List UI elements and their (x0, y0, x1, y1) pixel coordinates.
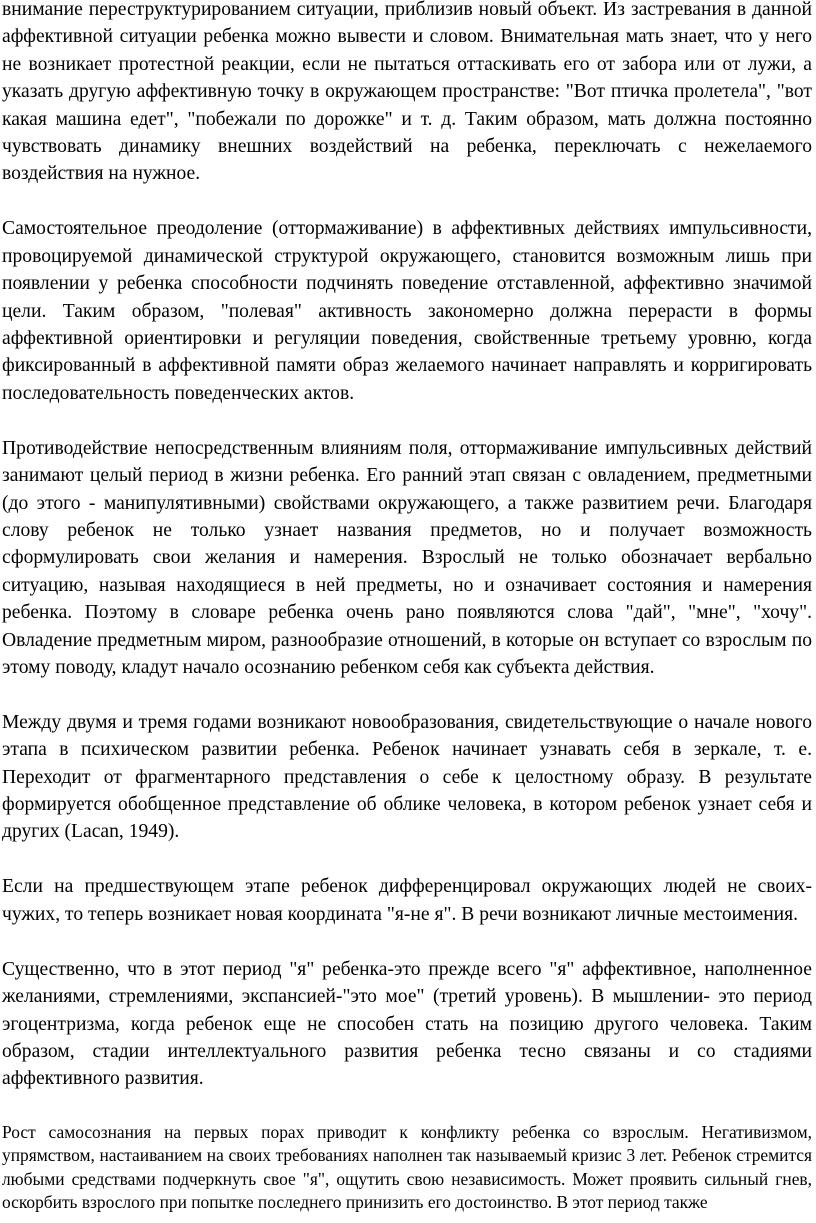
paragraph-7: Рост самосознания на первых порах приводит к конфликту ребенка со взрослым. Негативизмом, упрямством, настаиванием на своих требованиях наполнен так называемый кризис 3 лет. Ребенок стремится любыми средствами подчеркнуть свое "я", ощутить свою независимость. Может проявить сильный гнев, оскорбить взрослого при попытке последнего принизить его достоинство. В этот период также (2, 1121, 812, 1212)
paragraph-3: Противодействие непосредственным влияниям поля, оттормаживание импульсивных действий занимают целый период в жизни ребенка. Его ранний этап связан с овладением, предметными (до этого - манипулятивными) свойствами окружающего, а также развитием речи. Благодаря слову ребенок не только узнает названия предметов, но и получает возможность сформулировать свои желания и намерения. Взрослый не только обозначает вербально ситуацию, называя находящиеся в ней предметы, но и означивает состояния и намерения ребенка. Поэтому в словаре ребенка очень рано появляются слова "дай", "мне", "хочу". Овладение предметным миром, разнообразие отношений, в которые он вступает со взрослым по этому поводу, кладут начало осознанию ребенком себя как субъекта действия. (2, 437, 812, 678)
paragraph-5: Если на предшествующем этапе ребенок дифференцировал окружающих людей не своих-чужих, то теперь возникает новая координата "я-не я". В речи возникают личные местоимения. (2, 876, 812, 925)
paragraph-4: Между двумя и тремя годами возникают новообразования, свидетельствующие о начале нового этапа в психическом развитии ребенка. Ребенок начинает узнавать себя в зеркале, т. е. Переходит от фрагментарного представления о себе к целостному образу. В результате формируется обобщенное представление об облике человека, в котором ребенок узнает себя и других (Lacan, 1949). (2, 711, 812, 843)
paragraph-2: Самостоятельное преодоление (оттормаживание) в аффективных действиях импульсивности, провоцируемой динамической структурой окружающего, становится возможным лишь при появлении у ребенка способности подчинять поведение отставленной, аффективно значимой цели. Таким образом, "полевая" активность закономерно должна перерасти в формы аффективной ориентировки и регуляции поведения, свойственные третьему уровню, когда фиксированный в аффективной памяти образ желаемого начинает направлять и корригировать последовательность поведенческих актов. (2, 218, 812, 404)
paragraph-1: внимание переструктурированием ситуации, приблизив новый объект. Из застревания в данной аффективной ситуации ребенка можно вывести и словом. Внимательная мать знает, что у него не возникает протестной реакции, если не пытаться оттаскивать его от забора или от лужи, а указать другую аффективную точку в окружающем пространстве: "Вот птичка пролетела", "вот какая машина едет", "побежали по дорожке" и т. д. Таким образом, мать должна постоянно чувствовать динамику внешних воздействий на ребенка, переключать с нежелаемого воздействия на нужное. (2, 0, 812, 185)
paragraph-6: Существенно, что в этот период "я" ребенка-это прежде всего "я" аффективное, наполненное желаниями, стремлениями, экспансией-"это мое" (третий уровень). В мышлении- это период эгоцентризма, когда ребенок еще не способен стать на позицию другого человека. Таким образом, стадии интеллектуального развития ребенка тесно связаны и со стадиями аффективного развития. (2, 958, 812, 1090)
